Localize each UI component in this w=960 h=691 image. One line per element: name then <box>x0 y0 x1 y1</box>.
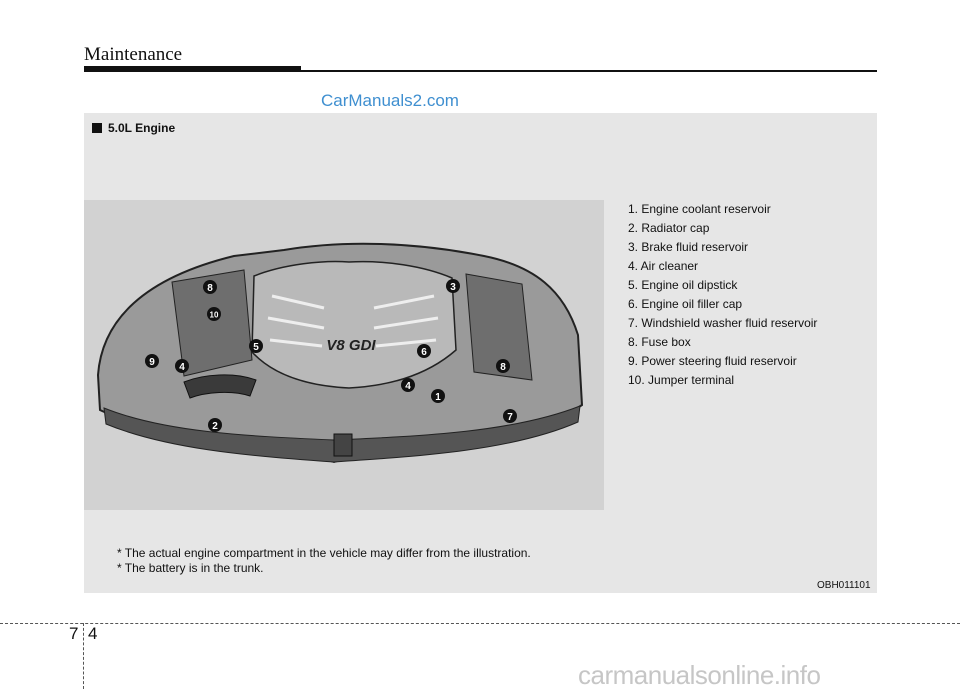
legend-item: 3. Brake fluid reservoir <box>628 240 749 254</box>
svg-text:3: 3 <box>450 282 456 293</box>
svg-text:4: 4 <box>179 362 185 373</box>
svg-text:1: 1 <box>435 392 441 403</box>
legend-item: 1. Engine coolant reservoir <box>628 202 771 216</box>
svg-text:7: 7 <box>507 412 513 423</box>
component-legend <box>628 202 817 392</box>
callout-badge-7 <box>502 408 518 424</box>
legend-item: 7. Windshield washer fluid reservoir <box>628 316 818 330</box>
figure-code: OBH011101 <box>817 580 871 591</box>
footer-divider-vertical <box>83 623 84 689</box>
legend-item: 10. Jumper terminal <box>628 373 735 387</box>
callout-badge-9 <box>144 353 160 369</box>
svg-text:6: 6 <box>421 347 427 358</box>
section-title-text: 5.0L Engine <box>108 121 176 135</box>
page-number: 4 <box>88 624 98 643</box>
header-rule-thin <box>301 70 877 72</box>
legend-item: 4. Air cleaner <box>628 259 699 273</box>
svg-text:10: 10 <box>209 310 219 320</box>
engine-bay-illustration <box>84 200 604 510</box>
callout-badge-10 <box>206 306 222 322</box>
watermark-top[interactable]: CarManuals2.com <box>321 91 459 110</box>
legend-item: 5. Engine oil dipstick <box>628 278 738 292</box>
svg-text:2: 2 <box>212 421 218 432</box>
section-title <box>92 121 175 135</box>
callout-badge-2 <box>207 417 223 433</box>
svg-text:8: 8 <box>500 362 506 373</box>
callout-badge-6 <box>416 343 432 359</box>
engine-cover <box>252 262 456 388</box>
header-rule-thick <box>84 66 301 72</box>
callout-badge-3 <box>445 278 461 294</box>
chapter-number: 7 <box>69 624 79 643</box>
svg-text:4: 4 <box>405 381 411 392</box>
callout-badge-8-left <box>202 279 218 295</box>
legend-item: 8. Fuse box <box>628 335 691 349</box>
hood-latch <box>334 434 352 456</box>
callout-badge-4-center <box>400 377 416 393</box>
callout-badge-1 <box>430 388 446 404</box>
callout-badge-8-right <box>495 358 511 374</box>
svg-text:8: 8 <box>207 283 213 294</box>
engine-illustration-area <box>84 200 604 510</box>
legend-item: 9. Power steering fluid reservoir <box>628 354 797 368</box>
legend-item: 2. Radiator cap <box>628 221 710 235</box>
callout-badge-4-left <box>174 358 190 374</box>
figure-notes <box>117 546 531 576</box>
note-line: * The actual engine compartment in the vehicle may differ from the illustration. <box>117 546 531 560</box>
bullet-square-icon <box>92 123 102 133</box>
svg-text:9: 9 <box>149 357 155 368</box>
svg-text:5: 5 <box>253 342 259 353</box>
watermark-bottom[interactable]: carmanualsonline.info <box>578 660 821 690</box>
callout-badge-5 <box>248 338 264 354</box>
note-line: * The battery is in the trunk. <box>117 561 264 575</box>
engine-cover-text: V8 GDI <box>326 337 376 354</box>
page-header-title: Maintenance <box>84 44 183 65</box>
footer-divider-horizontal <box>0 623 960 624</box>
legend-item: 6. Engine oil filler cap <box>628 297 743 311</box>
